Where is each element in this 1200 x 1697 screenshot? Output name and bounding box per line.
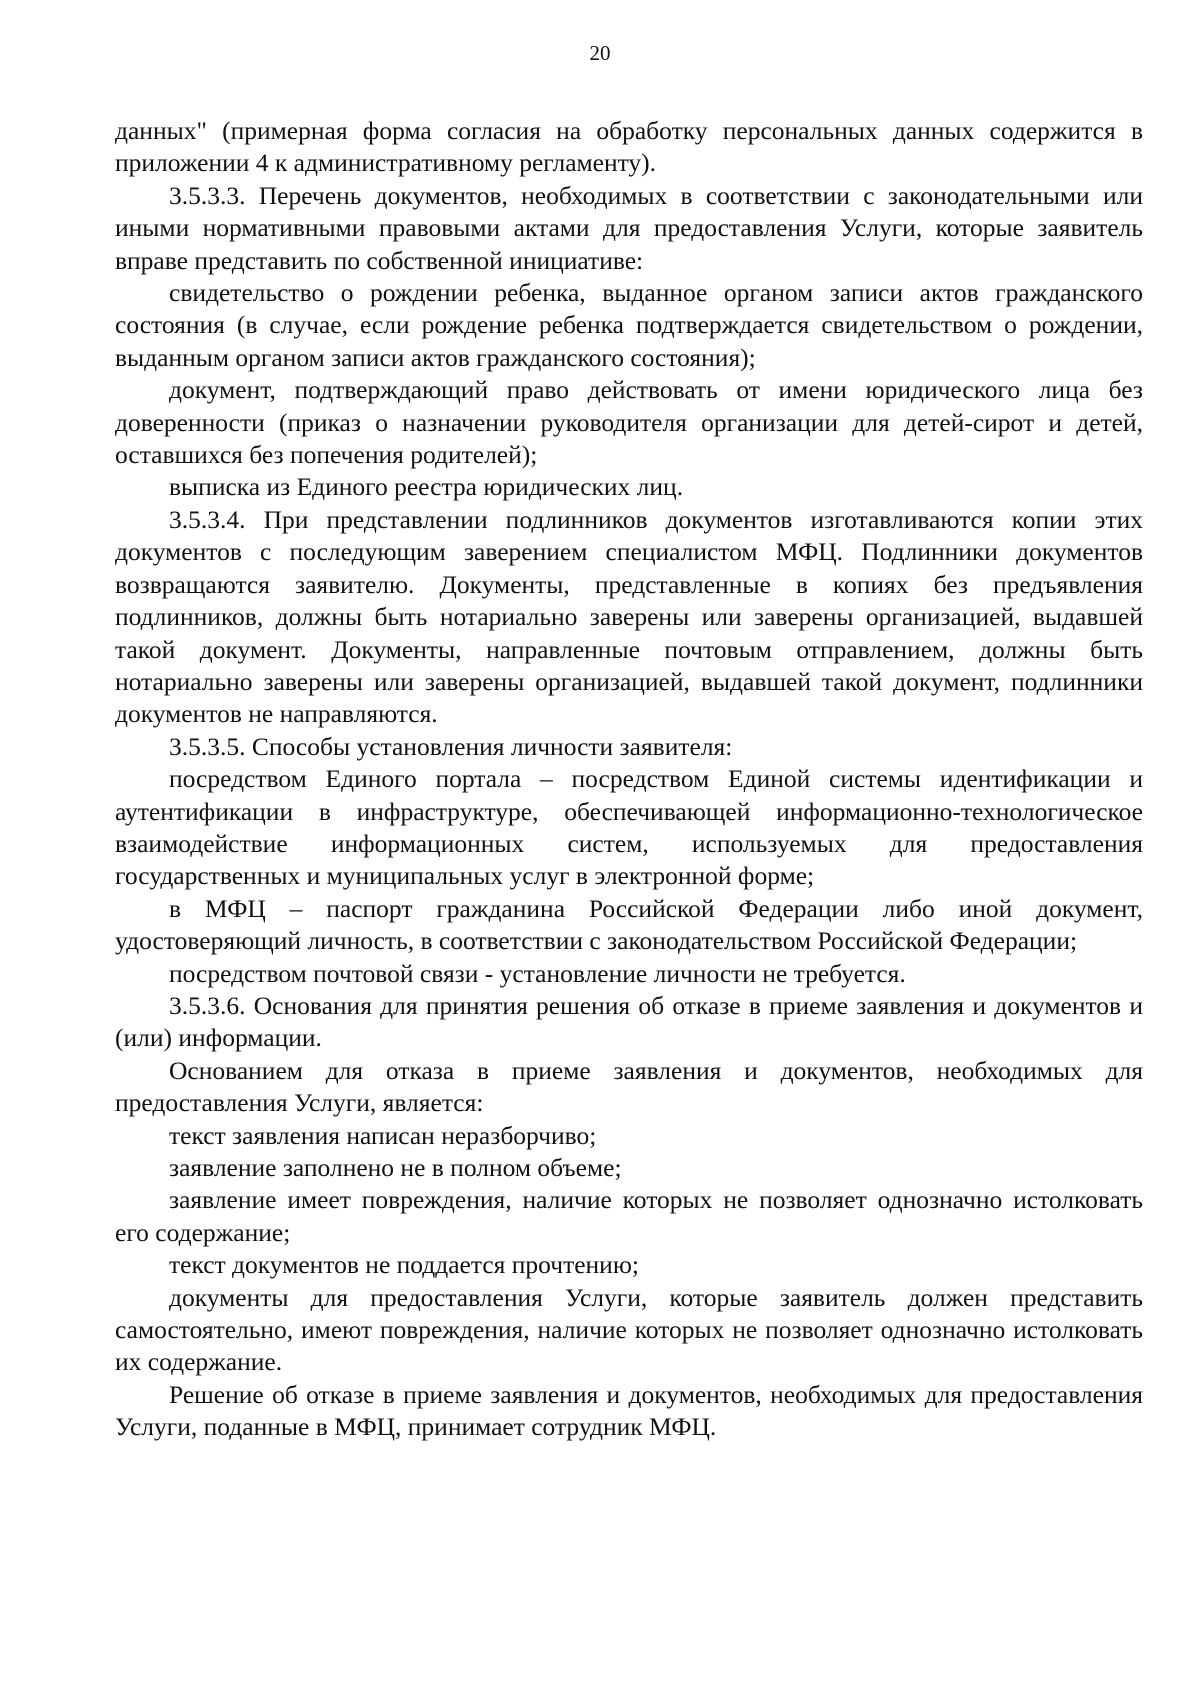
paragraph: текст документов не поддается прочтению;: [169, 1250, 639, 1280]
paragraph: документ, подтверждающий право действовать от имени юридического лица без доверенности (приказ о назначении руководителя организации для детей-сирот и детей, оставшихся без попечения родителей);: [115, 375, 1143, 470]
paragraph: заявление заполнено не в полном объеме;: [169, 1153, 622, 1182]
document-body: [115, 115, 1143, 1444]
paragraph: заявление имеет повреждения, наличие которых не позволяет однозначно истолковать его содержание;: [115, 1185, 1143, 1247]
paragraph: 3.5.3.5. Способы установления личности заявителя:: [169, 731, 733, 761]
paragraph: Решение об отказе в приеме заявления и документов, необходимых для предоставления Услуги, поданные в МФЦ, принимает сотрудник МФЦ.: [115, 1379, 1143, 1442]
paragraph: выписка из Единого реестра юридических лиц.: [169, 472, 684, 502]
paragraph: посредством почтовой связи - установление личности не требуется.: [169, 958, 906, 988]
paragraph: свидетельство о рождении ребенка, выданное органом записи актов гражданского состояния (в случае, если рождение ребенка подтверждается свидетельством о рождении, выданным органом записи актов гражданского состояния);: [115, 278, 1143, 372]
paragraph: 3.5.3.3. Перечень документов, необходимых в соответствии с законодательными или иными нормативными правовыми актами для предоставления Услуги, которые заявитель вправе представить по собственной инициативе:: [115, 180, 1143, 275]
paragraph: Основанием для отказа в приеме заявления и документов, необходимых для предоставления Услуги, является:: [115, 1055, 1143, 1118]
paragraph: посредством Единого портала – посредством Единой системы идентификации и аутентификации в инфраструктуре, обеспечивающей информационно-технологическое взаимодействие информационных систем, используемых для предоставления государственных и муниципальных услуг в электронной форме;: [115, 764, 1143, 891]
paragraph: данных" (примерная форма согласия на обработку персональных данных содержится в приложении 4 к административному регламенту).: [115, 116, 1143, 178]
paragraph: в МФЦ – паспорт гражданина Российской Федерации либо иной документ, удостоверяющий личность, в соответствии с законодательством Российской Федерации;: [115, 893, 1143, 956]
page-number: 20: [589, 41, 611, 65]
paragraph: текст заявления написан неразборчиво;: [169, 1120, 597, 1150]
paragraph: 3.5.3.4. При представлении подлинников документов изготавливаются копии этих документов с последующим заверением специалистом МФЦ. Подлинники документов возвращаются заявителю. Документы, представленные в копиях без предъявления подлинников, должны быть нотариально заверены или заверены организацией, выдавшей такой документ. Документы, направленные почтовым отправлением, должны быть нотариально заверены или заверены организацией, выдавшей такой документ, подлинники документов не направляются.: [115, 504, 1143, 729]
paragraph: документы для предоставления Услуги, которые заявитель должен представить самостоятельно, имеют повреждения, наличие которых не позволяет однозначно истолковать их содержание.: [115, 1282, 1143, 1377]
paragraph: 3.5.3.6. Основания для принятия решения об отказе в приеме заявления и документов и (или) информации.: [115, 990, 1143, 1053]
